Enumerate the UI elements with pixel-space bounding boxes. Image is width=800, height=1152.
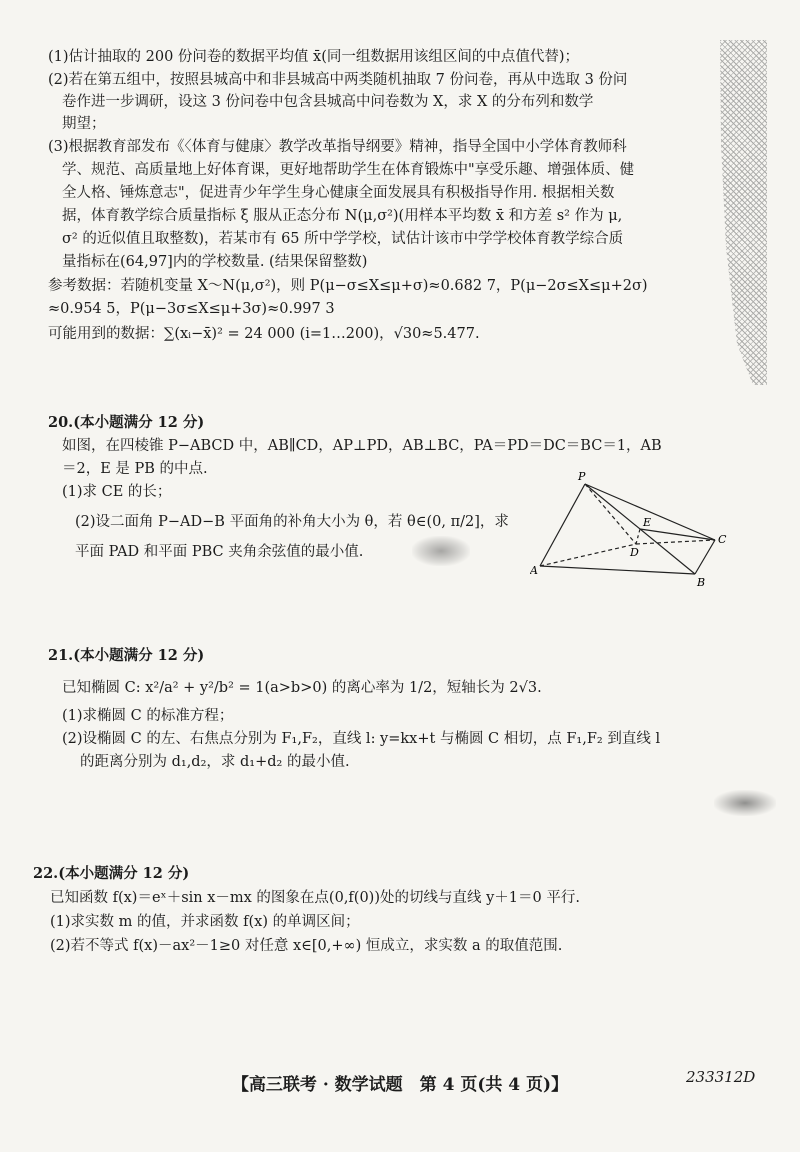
q19-part2-line3: 期望； bbox=[62, 116, 106, 132]
q22-part2: (2)若不等式 f(x)－ax²－1≥0 对任意 x∈[0,+∞) 恒成立，求实数 a 的取值范围. bbox=[50, 938, 563, 954]
q19-part3-line2: 学、规范、高质量地上好体育课，更好地帮助学生在体育锻炼中"享受乐趣、增强体质、健 bbox=[62, 162, 635, 178]
q19-part3-line5: σ² 的近似值且取整数)，若某市有 65 所中学学校，试估计该市中学学校体育教学综合质 bbox=[62, 231, 624, 247]
q19-part3-line6: 量指标在(64,97]内的学校数量. (结果保留整数) bbox=[62, 254, 368, 270]
q19-reference-line2: ≈0.954 5，P(μ−3σ≤X≤μ+3σ)≈0.997 3 bbox=[48, 301, 335, 317]
pyramid-figure bbox=[530, 470, 730, 590]
q19-reference-line3: 可能用到的数据：∑(xᵢ−x̄)² = 24 000 (i=1…200)，√30≈5.477. bbox=[48, 326, 480, 342]
vertex-label-e: E bbox=[643, 516, 652, 529]
vertex-label-a: A bbox=[530, 564, 538, 577]
vertex-label-c: C bbox=[718, 533, 727, 546]
q21-part2-line2: 的距离分别为 d₁,d₂，求 d₁+d₂ 的最小值. bbox=[80, 754, 350, 770]
q20-line1: 如图，在四棱锥 P−ABCD 中，AB∥CD，AP⊥PD，AB⊥BC，PA＝PD＝DC＝BC＝1，AB bbox=[62, 438, 662, 454]
ink-smudge-2 bbox=[714, 790, 776, 816]
q20-part2-line2: 平面 PAD 和平面 PBC 夹角余弦值的最小值. bbox=[75, 544, 364, 560]
q19-part3-line4: 据，体育教学综合质量指标 ξ 服从正态分布 N(μ,σ²)(用样本平均数 x̄ 和方差 s² 作为 μ, bbox=[62, 208, 623, 224]
vertex-label-p: P bbox=[578, 470, 586, 483]
page-footer: 【高三联考 · 数学试题 第 4 页(共 4 页)】 bbox=[231, 1075, 569, 1095]
q22-title: 22.(本小题满分 12 分) bbox=[33, 865, 190, 882]
q19-part2-line2: 卷作进一步调研，设这 3 份问卷中包含县城高中问卷数为 X，求 X 的分布列和数学 bbox=[62, 94, 594, 110]
q21-part2-line1: (2)设椭圆 C 的左、右焦点分别为 F₁,F₂，直线 l: y=kx+t 与椭圆 C 相切，点 F₁,F₂ 到直线 l bbox=[62, 731, 661, 747]
q22-line1: 已知函数 f(x)＝eˣ＋sin x－mx 的图象在点(0,f(0))处的切线与直线 y＋1＝0 平行. bbox=[50, 890, 580, 906]
q20-title: 20.(本小题满分 12 分) bbox=[48, 414, 205, 431]
q21-title: 21.(本小题满分 12 分) bbox=[48, 647, 205, 664]
q20-part2-line1: (2)设二面角 P−AD−B 平面角的补角大小为 θ，若 θ∈(0, π/2]，求 bbox=[75, 514, 509, 530]
q19-part3-line1: (3)根据教育部发布《〈体育与健康〉教学改革指导纲要》精神，指导全国中小学体育教师科 bbox=[48, 139, 627, 155]
q19-reference-line1: 参考数据：若随机变量 X～N(μ,σ²)，则 P(μ−σ≤X≤μ+σ)≈0.682 7，P(μ−2σ≤X≤μ+2σ) bbox=[48, 278, 648, 294]
q19-part1: (1)估计抽取的 200 份问卷的数据平均值 x̄(同一组数据用该组区间的中点值代替)； bbox=[48, 49, 580, 65]
vertex-label-b: B bbox=[697, 576, 706, 589]
q19-part3-line3: 全人格、锤炼意志"，促进青少年学生身心健康全面发展具有积极指导作用. 根据相关数 bbox=[62, 185, 615, 201]
margin-hatch-shadow bbox=[717, 40, 767, 385]
ink-smudge bbox=[412, 536, 470, 566]
q20-part1: (1)求 CE 的长； bbox=[62, 484, 172, 500]
q20-line2: ＝2，E 是 PB 的中点. bbox=[62, 461, 208, 477]
q21-part1: (1)求椭圆 C 的标准方程； bbox=[62, 708, 234, 724]
q21-line1: 已知椭圆 C: x²/a² + y²/b² = 1(a>b>0) 的离心率为 1/2，短轴长为 2√3. bbox=[62, 680, 542, 696]
q22-part1: (1)求实数 m 的值，并求函数 f(x) 的单调区间； bbox=[50, 914, 360, 930]
paper-code: 233312D bbox=[686, 1068, 756, 1086]
q19-part2-line1: (2)若在第五组中，按照县城高中和非县城高中两类随机抽取 7 份问卷，再从中选取 3 份问 bbox=[48, 72, 628, 88]
vertex-label-d: D bbox=[630, 546, 639, 559]
